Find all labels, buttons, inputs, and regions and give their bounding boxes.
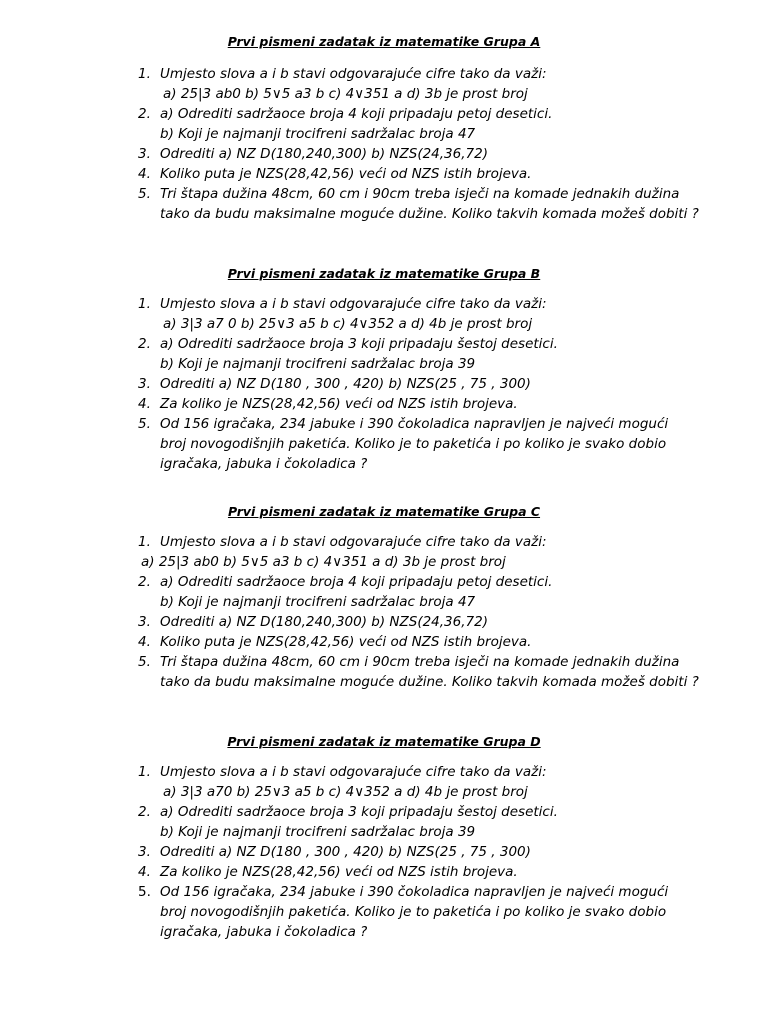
- group-title: Prvi pismeni zadatak iz matematike Grupa A: [227, 34, 541, 49]
- question-number: 5.: [138, 654, 151, 670]
- group-title: Prvi pismeni zadatak iz matematike Grupa C: [227, 504, 541, 519]
- question-5-line: Tri štapa dužina 48cm, 60 cm i 90cm treba isječi na komade jednakih dužina: [160, 186, 680, 202]
- question-1-options: a) 3|3 a70 b) 25∨3 a5 b c) 4∨352 a d) 4b je prost broj: [163, 784, 528, 800]
- question-1-text: Umjesto slova a i b stavi odgovarajuće cifre tako da važi:: [160, 296, 547, 312]
- question-5-line: tako da budu maksimalne moguće dužine. Koliko takvih komada možeš dobiti ?: [160, 206, 699, 222]
- question-number: 2.: [138, 336, 151, 352]
- question-5-line: Od 156 igračaka, 234 jabuke i 390 čokoladica napravljen je najveći mogući: [160, 416, 669, 432]
- question-2-text: a) Odrediti sadržaoce broja 3 koji pripadaju šestoj desetici.: [160, 336, 558, 352]
- question-1-options: a) 3|3 a7 0 b) 25∨3 a5 b c) 4∨352 a d) 4b je prost broj: [163, 316, 533, 332]
- group-title: Prvi pismeni zadatak iz matematike Grupa B: [227, 266, 541, 281]
- question-1-options: a) 25|3 ab0 b) 5∨5 a3 b c) 4∨351 a d) 3b je prost broj: [163, 86, 528, 102]
- question-2-text: a) Odrediti sadržaoce broja 4 koji pripadaju petoj desetici.: [160, 106, 553, 122]
- question-2-text: a) Odrediti sadržaoce broja 4 koji pripadaju petoj desetici.: [160, 574, 553, 590]
- question-5-line: broj novogodišnjih paketića. Koliko je to paketića i po koliko je svako dobio: [160, 904, 667, 920]
- question-number: 1.: [138, 66, 151, 82]
- question-4-text: Koliko puta je NZS(28,42,56) veći od NZS istih brojeva.: [160, 166, 532, 182]
- question-3-text: Odrediti a) NZ D(180 , 300 , 420) b) NZS(25 , 75 , 300): [160, 376, 531, 392]
- question-2-subpart: b) Koji je najmanji trocifreni sadržalac broja 47: [160, 594, 476, 610]
- question-3-text: Odrediti a) NZ D(180,240,300) b) NZS(24,36,72): [160, 146, 488, 162]
- question-3-text: Odrediti a) NZ D(180,240,300) b) NZS(24,36,72): [160, 614, 488, 630]
- question-4-text: Za koliko je NZS(28,42,56) veći od NZS istih brojeva.: [160, 396, 518, 412]
- question-number: 5.: [138, 416, 151, 432]
- question-number: 4.: [138, 864, 151, 880]
- question-number: 4.: [138, 166, 151, 182]
- question-5-line: igračaka, jabuka i čokoladica ?: [160, 456, 368, 472]
- question-5-line: igračaka, jabuka i čokoladica ?: [160, 924, 368, 940]
- question-number: 2.: [138, 804, 151, 820]
- question-4-text: Za koliko je NZS(28,42,56) veći od NZS istih brojeva.: [160, 864, 518, 880]
- question-number: 1.: [138, 764, 151, 780]
- question-number: 1.: [138, 534, 151, 550]
- question-number: 5.: [138, 884, 151, 900]
- question-4-text: Koliko puta je NZS(28,42,56) veći od NZS istih brojeva.: [160, 634, 532, 650]
- question-1-options: a) 25|3 ab0 b) 5∨5 a3 b c) 4∨351 a d) 3b je prost broj: [141, 554, 506, 570]
- question-5-line: tako da budu maksimalne moguće dužine. Koliko takvih komada možeš dobiti ?: [160, 674, 699, 690]
- question-number: 2.: [138, 574, 151, 590]
- question-number: 2.: [138, 106, 151, 122]
- question-2-subpart: b) Koji je najmanji trocifreni sadržalac broja 39: [160, 824, 476, 840]
- question-5-line: broj novogodišnjih paketića. Koliko je to paketića i po koliko je svako dobio: [160, 436, 667, 452]
- question-number: 5.: [138, 186, 151, 202]
- question-number: 1.: [138, 296, 151, 312]
- question-number: 4.: [138, 634, 151, 650]
- question-number: 3.: [138, 614, 151, 630]
- question-number: 4.: [138, 396, 151, 412]
- question-2-subpart: b) Koji je najmanji trocifreni sadržalac broja 39: [160, 356, 476, 372]
- question-number: 3.: [138, 844, 151, 860]
- question-number: 3.: [138, 376, 151, 392]
- question-1-text: Umjesto slova a i b stavi odgovarajuće cifre tako da važi:: [160, 534, 547, 550]
- group-title: Prvi pismeni zadatak iz matematike Grupa D: [227, 734, 541, 749]
- question-5-line: Tri štapa dužina 48cm, 60 cm i 90cm treba isječi na komade jednakih dužina: [160, 654, 680, 670]
- question-number: 3.: [138, 146, 151, 162]
- question-1-text: Umjesto slova a i b stavi odgovarajuće cifre tako da važi:: [160, 66, 547, 82]
- question-2-subpart: b) Koji je najmanji trocifreni sadržalac broja 47: [160, 126, 476, 142]
- question-2-text: a) Odrediti sadržaoce broja 3 koji pripadaju šestoj desetici.: [160, 804, 558, 820]
- question-5-line: Od 156 igračaka, 234 jabuke i 390 čokoladica napravljen je najveći mogući: [160, 884, 669, 900]
- question-1-text: Umjesto slova a i b stavi odgovarajuće cifre tako da važi:: [160, 764, 547, 780]
- question-3-text: Odrediti a) NZ D(180 , 300 , 420) b) NZS(25 , 75 , 300): [160, 844, 531, 860]
